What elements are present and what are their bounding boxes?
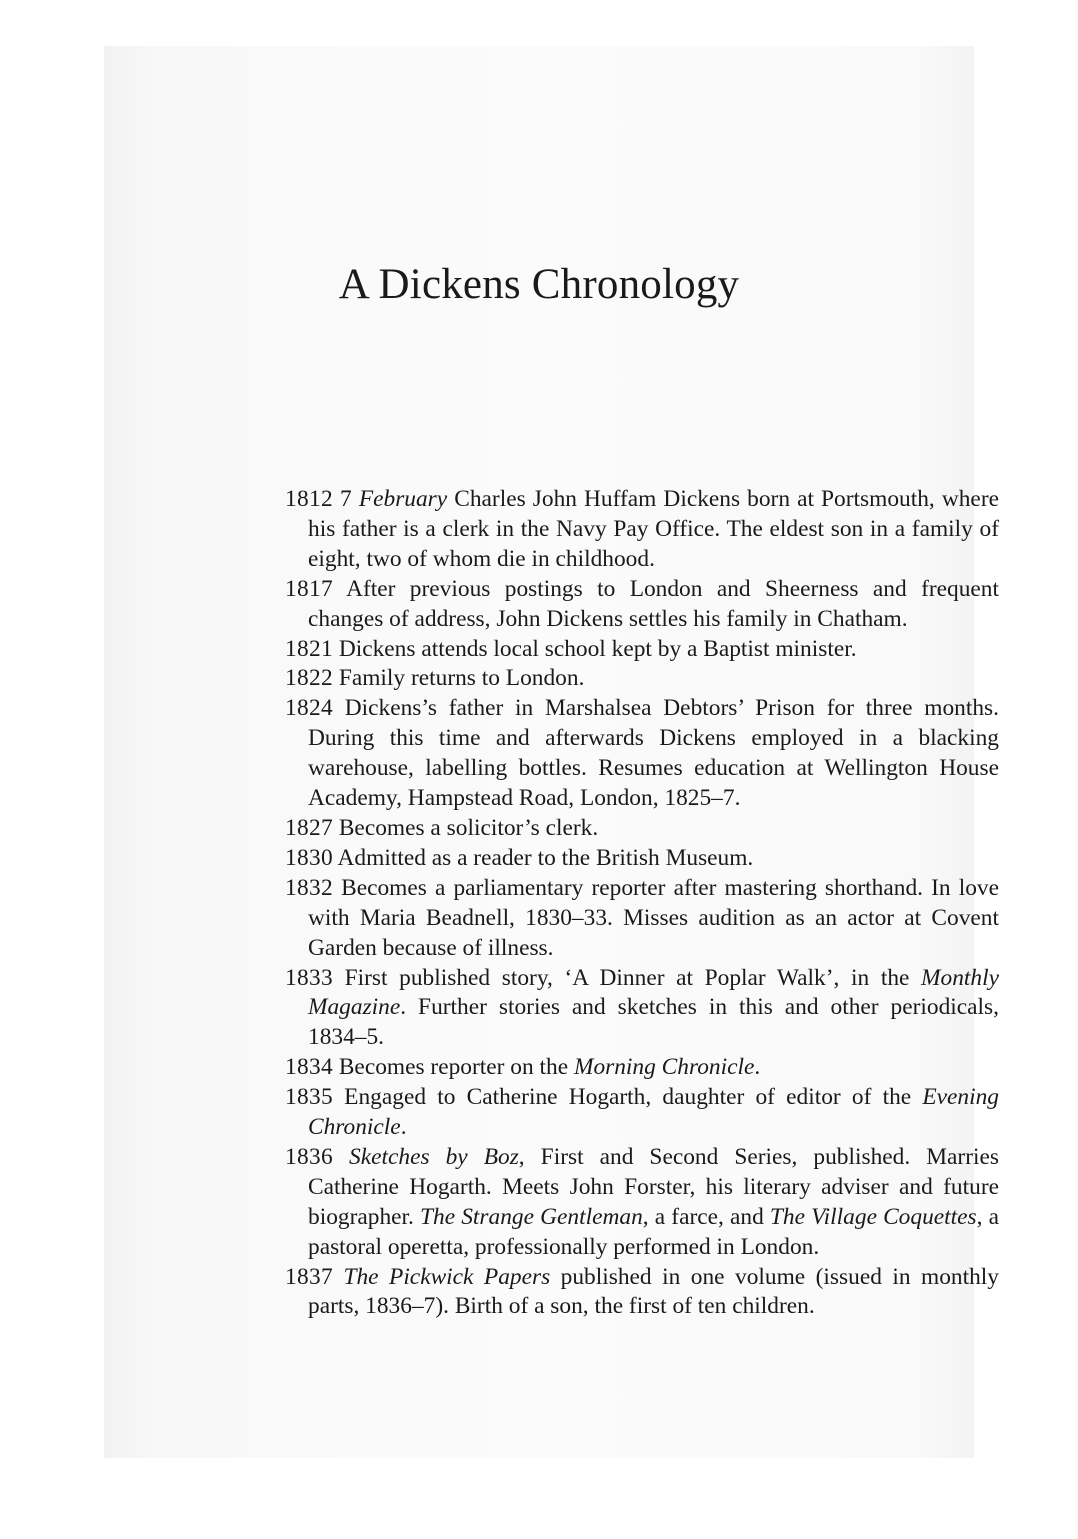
italic-title: Monthly Magazine	[308, 964, 999, 1021]
chronology-entry	[285, 814, 999, 844]
entry-text: , First and Second Series, published. Marries Catherine Hogarth. Meets John Forster, his literary adviser and future biographer.	[308, 1143, 999, 1230]
chronology-entry	[285, 485, 999, 575]
entry-text: .	[400, 1114, 407, 1141]
entry-text: , a pastoral operetta, professionally performed in London.	[308, 1203, 1000, 1260]
entry-text: Engaged to Catherine Hogarth, daughter of editor of the	[332, 1084, 923, 1111]
italic-title: Morning Chronicle	[573, 1054, 755, 1081]
entry-text: published in one volume (issued in monthly parts, 1836–7). Birth of a son, the first of ten children.	[308, 1263, 1000, 1320]
entry-text: Family returns to London.	[332, 665, 585, 692]
entry-text	[333, 1264, 343, 1290]
entry-year: 1824	[285, 695, 333, 722]
chronology-entry	[285, 1143, 999, 1263]
entry-year: 1817	[285, 575, 333, 602]
entry-year: 1821	[285, 635, 333, 662]
chronology-entry	[285, 1083, 999, 1143]
entry-year: 1830	[285, 844, 333, 871]
entry-text: .	[754, 1054, 761, 1081]
chronology-entry	[285, 874, 999, 964]
entry-text: 7	[332, 486, 359, 512]
chronology-entry	[285, 635, 999, 665]
chronology-entry	[285, 664, 999, 694]
entry-text	[333, 1144, 349, 1170]
entry-year: 1833	[285, 964, 333, 991]
italic-title: February	[358, 486, 448, 512]
entry-text: Becomes a parliamentary reporter after mastering shorthand. In love with Maria Beadnell, 1830–33. Misses audition as an actor at Covent Garden because of illness.	[308, 874, 999, 961]
entry-year: 1822	[285, 665, 333, 692]
entry-text: Becomes reporter on the	[332, 1054, 574, 1081]
chronology-entry	[285, 575, 999, 635]
chronology-entry	[285, 844, 999, 874]
chronology-entry	[285, 694, 999, 814]
italic-title: Sketches by Boz	[349, 1143, 519, 1170]
italic-title: Evening Chronicle	[308, 1084, 999, 1141]
book-page	[104, 46, 1000, 1458]
entry-text: Dickens’s father in Marshalsea Debtors’ Prison for three months. During this time and afterwards Dickens employed in a blacking warehouse, labelling bottles. Resumes education at Wellington House Academy, Hampstead Road, London, 1825–7.	[308, 695, 999, 812]
chronology-entry	[285, 1053, 999, 1083]
chronology-list	[285, 485, 999, 1322]
entry-year: 1834	[285, 1054, 333, 1081]
entry-text: After previous postings to London and Sheerness and frequent changes of address, John Dickens settles his family in Chatham.	[308, 575, 999, 632]
entry-year: 1836	[285, 1143, 333, 1170]
entry-text: , a farce, and	[642, 1203, 770, 1230]
entry-text: Charles John Huffam Dickens born at Portsmouth, where his father is a clerk in the Navy Pay Office. The eldest son in a family of eight, two of whom die in childhood.	[308, 486, 999, 572]
page-title: A Dickens Chronology	[338, 261, 740, 308]
entry-year: 1832	[285, 874, 333, 901]
entry-year: 1837	[285, 1263, 333, 1290]
italic-title: The Pickwick Papers	[343, 1263, 551, 1290]
chronology-entry	[285, 964, 999, 1054]
chronology-entry	[285, 1263, 999, 1323]
entry-year: 1827	[285, 814, 333, 841]
entry-text: Dickens attends local school kept by a Baptist minister.	[332, 635, 857, 662]
italic-title: The Strange Gentleman	[420, 1203, 643, 1230]
entry-text: Becomes a solicitor’s clerk.	[332, 814, 599, 841]
italic-title: The Village Coquettes	[769, 1203, 977, 1230]
entry-text: First published story, ‘A Dinner at Poplar Walk’, in the	[332, 964, 922, 991]
entry-year: 1835	[285, 1084, 333, 1111]
entry-text: Admitted as a reader to the British Museum.	[332, 844, 754, 871]
entry-year: 1812	[285, 486, 333, 512]
entry-text: . Further stories and sketches in this and other periodicals, 1834–5.	[308, 994, 999, 1051]
